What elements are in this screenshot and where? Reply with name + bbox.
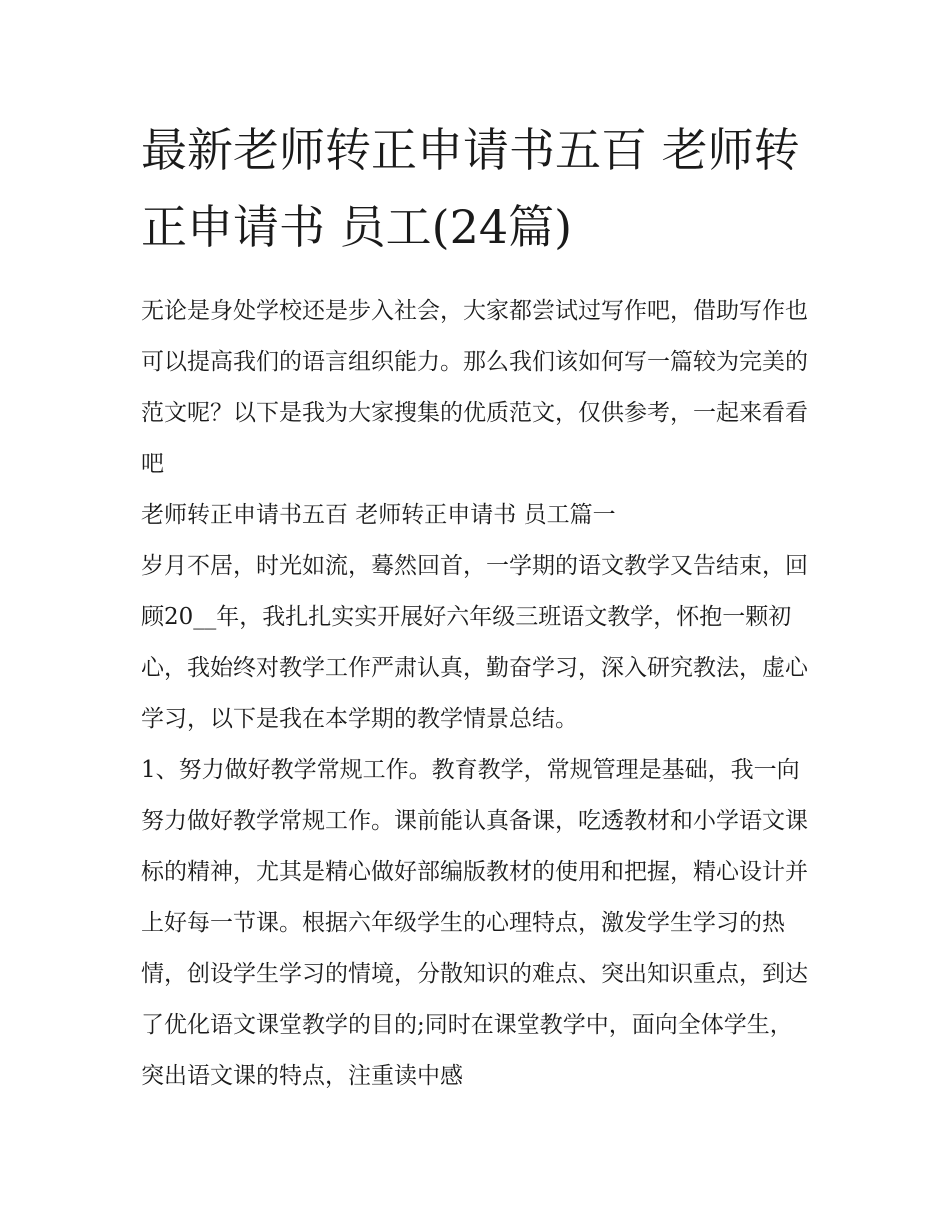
document-title: 最新老师转正申请书五百 老师转正申请书 员工(24篇) [141, 123, 800, 254]
body-paragraph-1: 岁月不居，时光如流，蓦然回首，一学期的语文教学又告结束，回顾20__年，我扎扎实实开展好六年级三班语文教学，怀抱一颗初心，我始终对教学工作严肃认真，勤奋学习，深入研究教法，虚心学习，以下是我在本学期的教学情景总结。 [141, 553, 808, 732]
section-heading: 老师转正申请书五百 老师转正申请书 员工篇一 [141, 502, 616, 528]
intro-paragraph: 无论是身处学校还是步入社会，大家都尝试过写作吧，借助写作也可以提高我们的语言组织能力。那么我们该如何写一篇较为完美的范文呢？以下是我为大家搜集的优质范文，仅供参考，一起来看看吧 [141, 298, 808, 477]
body-paragraph-2: 1、努力做好教学常规工作。教育教学，常规管理是基础，我一向努力做好教学常规工作。课前能认真备课，吃透教材和小学语文课标的精神，尤其是精心做好部编版教材的使用和把握，精心设计并上好每一节课。根据六年级学生的心理特点，激发学生学习的热情，创设学生学习的情境，分散知识的难点、突出知识重点，到达了优化语文课堂教学的目的;同时在课堂教学中，面向全体学生，突出语文课的特点，注重读中感 [141, 757, 808, 1089]
document-page [141, 112, 813, 1102]
